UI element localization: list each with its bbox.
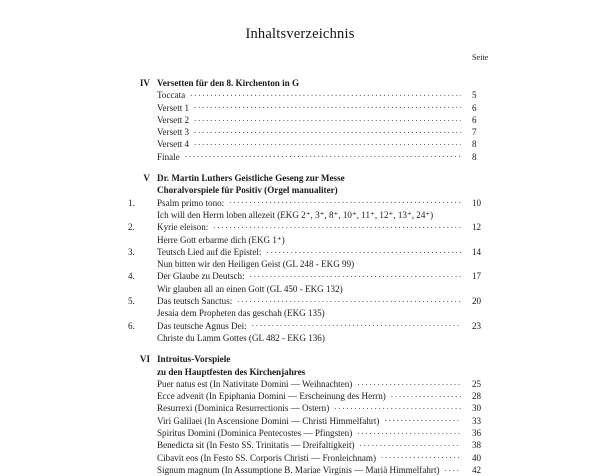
dot-leader — [190, 89, 461, 98]
entry-page-number: 20 — [472, 296, 482, 307]
toc-section — [128, 77, 496, 163]
entry-label: Der Glaube zu Deutsch: — [157, 271, 245, 282]
dot-leader — [213, 221, 461, 230]
dot-leader — [357, 378, 461, 387]
entry-label: Signum magnum (In Assumptione B. Mariae Virginis — Mariä Himmelfahrt) — [157, 464, 440, 475]
entry-page-number: 5 — [472, 90, 477, 101]
toc-entry[interactable] — [128, 439, 496, 451]
entry-label: Versett 4 — [157, 139, 190, 150]
entry-label: Viri Galilaei (In Ascensione Domini — Christi Himmelfahrt) — [157, 415, 380, 426]
entry-subtitle: Wir glauben all an einen Gott (GL 450 - EKG 132) — [157, 283, 343, 294]
toc-entry[interactable] — [128, 390, 496, 402]
entry-subtitle: Christe du Lamm Gottes (GL 482 - EKG 136) — [157, 332, 325, 343]
entry-page-number: 23 — [472, 320, 482, 331]
entry-page-number: 7 — [472, 127, 477, 138]
entry-page-number: 17 — [472, 271, 482, 282]
entry-label: Teutsch Lied auf die Epistel: — [157, 246, 262, 257]
entry-label: Psalm primo tono: — [157, 197, 225, 208]
entry-label: Versett 1 — [157, 102, 190, 113]
dot-leader — [384, 415, 461, 424]
entry-label: Benedicta sit (In Festo SS. Trinitatis — Dreifaltigkeit) — [157, 440, 355, 451]
toc-entry[interactable] — [128, 320, 496, 332]
dot-leader — [445, 464, 461, 473]
toc-entry[interactable] — [128, 270, 496, 282]
entry-label: Toccata — [157, 90, 186, 101]
section-title-lines — [157, 172, 496, 197]
entry-label: Resurrexi (Dominica Resurrectionis — Ostern) — [157, 403, 330, 414]
entry-subtitle: Jesaia dem Propheten das geschah (EKG 135) — [157, 308, 325, 319]
toc-entry[interactable] — [128, 151, 496, 163]
entry-number: 1. — [128, 197, 135, 208]
section-roman-numeral: V — [143, 173, 150, 184]
entry-label: Cibavit eos (In Festo SS. Corporis Christi — Fronleichnam) — [157, 452, 377, 463]
section-heading — [128, 77, 496, 89]
section-heading — [128, 172, 496, 197]
entry-page-number: 33 — [472, 415, 482, 426]
entry-label: Das teutsch Sanctus: — [157, 296, 233, 307]
toc-section — [128, 172, 496, 344]
entry-page-number: 6 — [472, 114, 477, 125]
page-title: Inhaltsverzeichnis — [245, 26, 355, 42]
entry-label: Versett 3 — [157, 127, 190, 138]
toc-entry[interactable] — [128, 415, 496, 427]
table-of-contents — [128, 77, 496, 476]
toc-entry[interactable] — [128, 197, 496, 209]
entry-page-number: 8 — [472, 151, 477, 162]
toc-entry[interactable] — [128, 221, 496, 233]
section-roman-numeral: IV — [139, 78, 150, 88]
entry-page-number: 28 — [472, 391, 482, 402]
dot-leader — [391, 390, 461, 399]
entry-page-number: 12 — [472, 222, 482, 233]
section-title-line: Choralvorspiele für Positiv (Orgel manualiter) — [157, 185, 338, 196]
entry-page-number: 36 — [472, 428, 482, 439]
dot-leader — [334, 402, 461, 411]
entry-page-number: 10 — [472, 197, 482, 208]
entry-label: Spiritus Domini (Dominica Pentecostes — Pfingsten) — [157, 428, 353, 439]
toc-entry[interactable] — [128, 114, 496, 126]
dot-leader — [357, 427, 461, 436]
dot-leader — [194, 102, 461, 111]
dot-leader — [194, 126, 461, 135]
entry-page-number: 6 — [472, 102, 477, 113]
toc-entry[interactable] — [128, 464, 496, 476]
toc-entry[interactable] — [128, 378, 496, 390]
entry-page-number: 25 — [472, 378, 482, 389]
entry-number: 6. — [128, 320, 135, 331]
entry-label: Puer natus est (In Nativitate Domini — Weihnachten) — [157, 378, 353, 389]
entry-label: Versett 2 — [157, 114, 190, 125]
dot-leader — [252, 320, 461, 329]
section-title-line: Introitus-Vorspiele — [157, 354, 231, 365]
toc-entry[interactable] — [128, 427, 496, 439]
dot-leader — [360, 439, 461, 448]
entry-page-number: 38 — [472, 440, 482, 451]
entry-label: Finale — [157, 151, 180, 162]
dot-leader — [266, 246, 461, 255]
entry-page-number: 42 — [472, 464, 482, 475]
toc-entry[interactable] — [128, 402, 496, 414]
entry-number: 5. — [128, 296, 135, 307]
dot-leader — [194, 138, 461, 147]
entry-page-number: 40 — [472, 452, 482, 463]
entry-page-number: 14 — [472, 246, 482, 257]
section-title-line: Versetten für den 8. Kirchenton in G — [157, 78, 300, 88]
entry-subtitle: Ich will den Herrn loben allezeit (EKG 2⁺, 3⁺, 8⁺, 10⁺, 11⁺, 12⁺, 13⁺, 24⁺) — [157, 209, 434, 220]
section-title-line: zu den Hauptfesten des Kirchenjahres — [157, 366, 306, 377]
toc-entry[interactable] — [128, 102, 496, 114]
entry-number: 4. — [128, 271, 135, 282]
entry-label: Kyrie eleison: — [157, 222, 209, 233]
dot-leader — [185, 151, 461, 160]
toc-section — [128, 353, 496, 476]
entry-label: Das teutsche Agnus Dei: — [157, 320, 247, 331]
entry-number: 2. — [128, 222, 135, 233]
entry-number: 3. — [128, 246, 135, 257]
entry-page-number: 30 — [472, 403, 482, 414]
section-heading — [128, 353, 496, 378]
page-column-header: Seite — [472, 53, 489, 62]
toc-entry[interactable] — [128, 138, 496, 150]
dot-leader — [237, 295, 461, 304]
section-title-lines — [157, 77, 496, 89]
toc-entry[interactable] — [128, 89, 496, 101]
toc-entry[interactable] — [128, 295, 496, 307]
toc-entry[interactable] — [128, 126, 496, 138]
entry-subtitle: Herre Gott erbarme dich (EKG 1⁺) — [157, 234, 285, 245]
entry-label: Ecce advenit (In Epiphania Domini — Erscheinung des Herrn) — [157, 391, 386, 402]
toc-entry[interactable] — [128, 246, 496, 258]
section-roman-numeral: VI — [139, 354, 150, 365]
section-title-line: Dr. Martin Luthers Geistliche Geseng zur Messe — [157, 173, 345, 184]
toc-entry[interactable] — [128, 452, 496, 464]
dot-leader — [250, 270, 461, 279]
dot-leader — [381, 452, 461, 461]
dot-leader — [194, 114, 461, 123]
section-title-lines — [157, 353, 496, 378]
entry-subtitle: Nun bitten wir den Heiligen Geist (GL 248 - EKG 99) — [157, 259, 355, 270]
entry-page-number: 8 — [472, 139, 477, 150]
dot-leader — [229, 197, 461, 206]
